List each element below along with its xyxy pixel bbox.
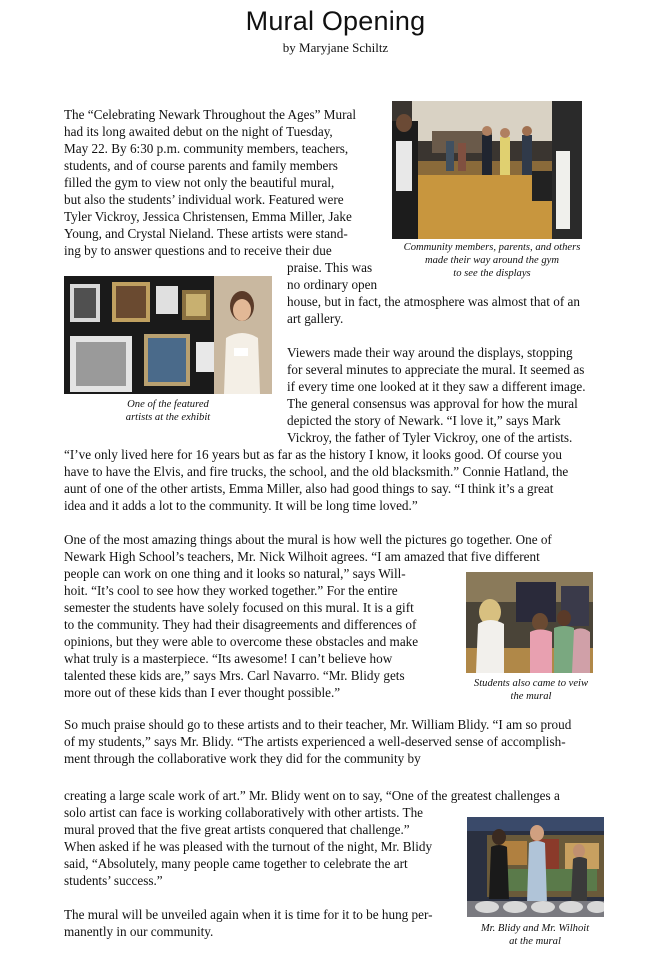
- paragraph-6-line: The mural will be unveiled again when it is time for it to be hung per-: [64, 907, 433, 922]
- paragraph-1-line: students, and of course parents and family members: [64, 158, 338, 173]
- paragraph-3-line: more out of these kids than I ever thought possible.”: [64, 685, 341, 700]
- paragraph-1-line: Young, and Crystal Nieland. These artists were stand-: [64, 226, 348, 241]
- paragraph-6-line: manently in our community.: [64, 924, 214, 939]
- paragraph-1-line: filled the gym to view not only the beautiful mural,: [64, 175, 335, 190]
- paragraph-2-line: The general consensus was approval for how the mural: [287, 396, 578, 411]
- blidy-wilhoit-caption-line: Mr. Blidy and Mr. Wilhoit: [480, 923, 590, 934]
- paragraph-2-line: if every time one looked at it they saw a different image.: [287, 379, 586, 394]
- article-byline: by Maryjane Schiltz: [282, 40, 389, 55]
- paragraph-1-line: but also the students’ individual work. Featured were: [64, 192, 344, 207]
- paragraph-1-line: The “Celebrating Newark Throughout the Ages” Mural: [64, 107, 356, 122]
- students-viewing-caption-line: Students also came to veiw: [473, 678, 589, 689]
- featured-artist-caption-line: artists at the exhibit: [125, 412, 211, 423]
- paragraph-2-line: have to have the Elvis, and fire trucks, the school, and the old blacksmith.” Connie Hatland, the: [64, 464, 569, 479]
- paragraph-2-line: depicted the story of Newark. “I love it,” says Mark: [287, 413, 561, 428]
- paragraph-1-line: Tyler Vickroy, Jessica Christensen, Emma Miller, Jake: [64, 209, 352, 224]
- gym-crowd-caption-line: to see the displays: [453, 268, 531, 279]
- paragraph-1-line: praise. This was: [287, 260, 373, 275]
- featured-artist-photo: [64, 276, 272, 394]
- blidy-wilhoit-photo: [467, 817, 604, 917]
- paragraph-1-line: May 22. By 6:30 p.m. community members, teachers,: [64, 141, 349, 156]
- paragraph-5-line: students’ success.”: [64, 873, 163, 888]
- gym-crowd-caption-line: Community members, parents, and others: [403, 242, 581, 253]
- paragraph-5-line: solo artist can face is working collaboratively with other artists. The: [64, 805, 424, 820]
- paragraph-3-line: semester the students have solely focused on this mural. It is a gift: [64, 600, 414, 615]
- paragraph-4-line: ment through the collaborative work they did for the community by: [64, 751, 421, 766]
- paragraph-3-line: opinions, but they were able to overcome these obstacles and make: [64, 634, 419, 649]
- paragraph-1-line: art gallery.: [287, 311, 344, 326]
- featured-artist-caption-line: One of the featured: [127, 399, 209, 410]
- paragraph-3-line: what truly is a masterpiece. “Its awesome! I can’t believe how: [64, 651, 393, 666]
- paragraph-1-line: no ordinary open: [287, 277, 378, 292]
- paragraph-3-line: people can work on one thing and it looks so natural,” says Will-: [64, 566, 406, 581]
- paragraph-5-line: creating a large scale work of art.” Mr. Blidy went on to say, “One of the greatest challenges a: [64, 788, 560, 803]
- paragraph-4-line: So much praise should go to these artists and to their teacher, Mr. William Blidy. “I am so proud: [64, 717, 572, 732]
- paragraph-3-line: hoit. “It’s cool to see how they worked together.” For the entire: [64, 583, 398, 598]
- gym-crowd-caption-line: made their way around the gym: [424, 255, 560, 266]
- paragraph-5-line: said, “Absolutely, many people came together to celebrate the art: [64, 856, 408, 871]
- paragraph-2-line: “I’ve only lived here for 16 years but as far as the history I know, it looks good. Of course you: [64, 447, 562, 462]
- paragraph-5-line: When asked if he was pleased with the turnout of the night, Mr. Blidy: [64, 839, 433, 854]
- students-viewing-photo: [466, 572, 593, 673]
- paragraph-3-line: talented these kids are,” says Mrs. Carl Navarro. “Mr. Blidy gets: [64, 668, 405, 683]
- paragraph-1-line: house, but in fact, the atmosphere was almost that of an: [287, 294, 580, 309]
- paragraph-3-line: to the community. They had their disagreements and differences of: [64, 617, 417, 632]
- paragraph-5-line: mural proved that the five great artists conquered that challenge.”: [64, 822, 410, 837]
- students-viewing-caption-line: the mural: [510, 691, 552, 702]
- blidy-wilhoit-caption-line: at the mural: [509, 936, 561, 947]
- paragraph-2-line: Vickroy, the father of Tyler Vickroy, one of the artists.: [287, 430, 573, 445]
- paragraph-1-line: had its long awaited debut on the night of Tuesday,: [64, 124, 333, 139]
- paragraph-2-line: for several minutes to appreciate the mural. It seemed as: [287, 362, 585, 377]
- paragraph-3-line: Newark High School’s teachers, Mr. Nick Wilhoit agrees. “I am amazed that five different: [64, 549, 540, 564]
- paragraph-2-line: Viewers made their way around the displays, stopping: [287, 345, 573, 360]
- paragraph-2-line: aunt of one of the other artists, Emma Miller, also had good things to say. “I think it’s a great: [64, 481, 554, 496]
- paragraph-2-line: idea and it adds a lot to the community. It will be long time loved.”: [64, 498, 418, 513]
- gym-crowd-photo: [392, 101, 582, 239]
- paragraph-1-line: ing by to answer questions and to receive their due: [64, 243, 332, 258]
- paragraph-3-line: One of the most amazing things about the mural is how well the pictures go together. One of: [64, 532, 552, 547]
- article-title: Mural Opening: [245, 6, 426, 36]
- paragraph-4-line: of my students,” says Mr. Blidy. “The artists experienced a well-deserved sense of accomplish-: [64, 734, 566, 749]
